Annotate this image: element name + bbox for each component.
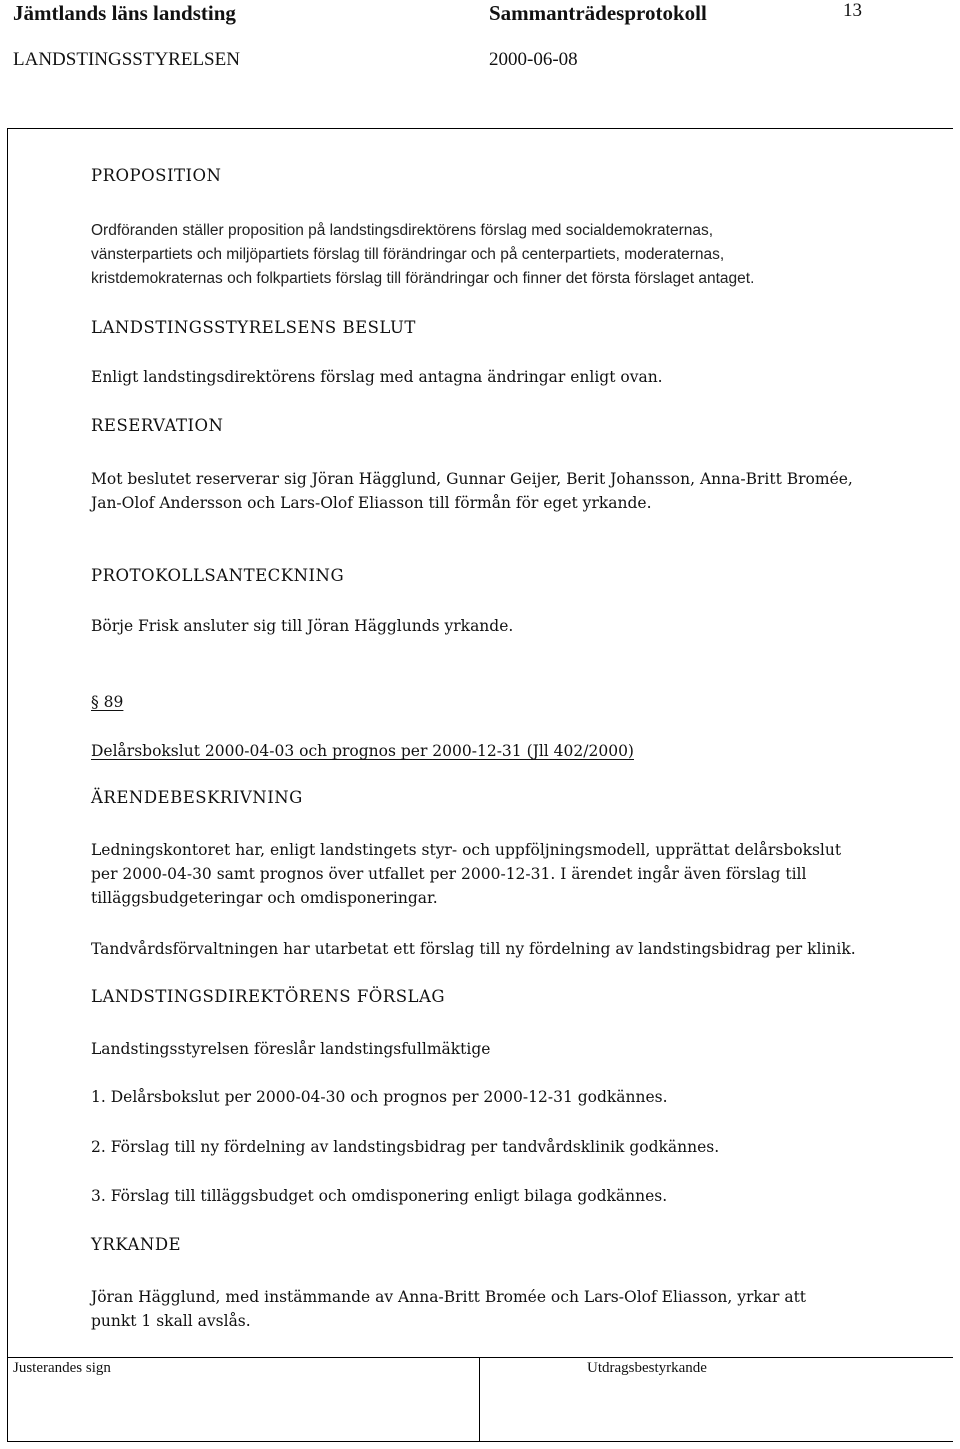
proposition-line-1: Ordföranden ställer proposition på landstingsdirektörens förslag med socialdemokraternas, [91,222,714,239]
frame-left-rule [7,128,8,1442]
footer-rule [7,1357,953,1358]
reservation-heading: RESERVATION [91,416,224,435]
yrkande-line-1: Jöran Hägglund, med instämmande av Anna-Britt Bromée och Lars-Olof Eliasson, yrkar att [91,1288,807,1306]
reservation-line-1: Mot beslutet reserverar sig Jöran Hägglund, Gunnar Geijer, Berit Johansson, Anna-Britt Bromée, [91,470,853,488]
committee-name: LANDSTINGSSTYRELSEN [13,49,240,70]
footer-justerandes-sign: Justerandes sign [13,1360,111,1376]
arendebeskrivning-line-3: tilläggsbudgeteringar och omdisponeringar. [91,889,438,907]
proposition-line-2: vänsterpartiets och miljöpartiets förslag till förändringar och på centerpartiets, moderaternas, [91,246,725,263]
yrkande-heading: YRKANDE [91,1235,182,1254]
frame-top-rule [7,128,953,129]
arendebeskrivning-line-2: per 2000-04-30 samt prognos över utfallet per 2000-12-31. I ärendet ingår även förslag till [91,865,807,883]
yrkande-line-2: punkt 1 skall avslås. [91,1312,251,1330]
forslag-intro: Landstingsstyrelsen föreslår landstingsfullmäktige [91,1040,491,1058]
arendebeskrivning-line-1: Ledningskontoret har, enligt landstingets styr- och uppföljningsmodell, upprättat delårsbokslut [91,841,842,859]
protokollsanteckning-text: Börje Frisk ansluter sig till Jöran Hägglunds yrkande. [91,617,514,635]
forslag-item-3: 3. Förslag till tilläggsbudget och omdisponering enligt bilaga godkännes. [91,1187,668,1205]
reservation-line-2: Jan-Olof Andersson och Lars-Olof Eliasson till förmån för eget yrkande. [91,494,652,512]
document-type: Sammanträdesprotokoll [489,1,707,25]
proposition-heading: PROPOSITION [91,166,222,185]
beslut-text: Enligt landstingsdirektörens förslag med antagna ändringar enligt ovan. [91,368,663,386]
arendebeskrivning-text-2: Tandvårdsförvaltningen har utarbetat ett förslag till ny fördelning av landstingsbidrag per klinik. [91,940,856,958]
frame-bottom-rule [7,1441,953,1442]
forslag-heading: LANDSTINGSDIREKTÖRENS FÖRSLAG [91,987,446,1006]
paragraph-number: § 89 [91,693,124,711]
proposition-line-3: kristdemokraternas och folkpartiets förslag till förändringar och finner det första förslaget antaget. [91,270,755,287]
organization-name: Jämtlands läns landsting [13,1,236,25]
meeting-date: 2000-06-08 [489,49,578,70]
forslag-item-2: 2. Förslag till ny fördelning av landstingsbidrag per tandvårdsklinik godkännes. [91,1138,720,1156]
page-number: 13 [843,0,862,21]
forslag-item-1: 1. Delårsbokslut per 2000-04-30 och prognos per 2000-12-31 godkännes. [91,1088,668,1106]
arendebeskrivning-heading: ÄRENDEBESKRIVNING [91,788,303,807]
beslut-heading: LANDSTINGSSTYRELSENS BESLUT [91,318,416,337]
footer-divider [479,1357,480,1442]
protokollsanteckning-heading: PROTOKOLLSANTECKNING [91,566,345,585]
paragraph-title: Delårsbokslut 2000-04-03 och prognos per 2000-12-31 (Jll 402/2000) [91,742,634,760]
footer-utdragsbestyrkande: Utdragsbestyrkande [587,1360,707,1376]
